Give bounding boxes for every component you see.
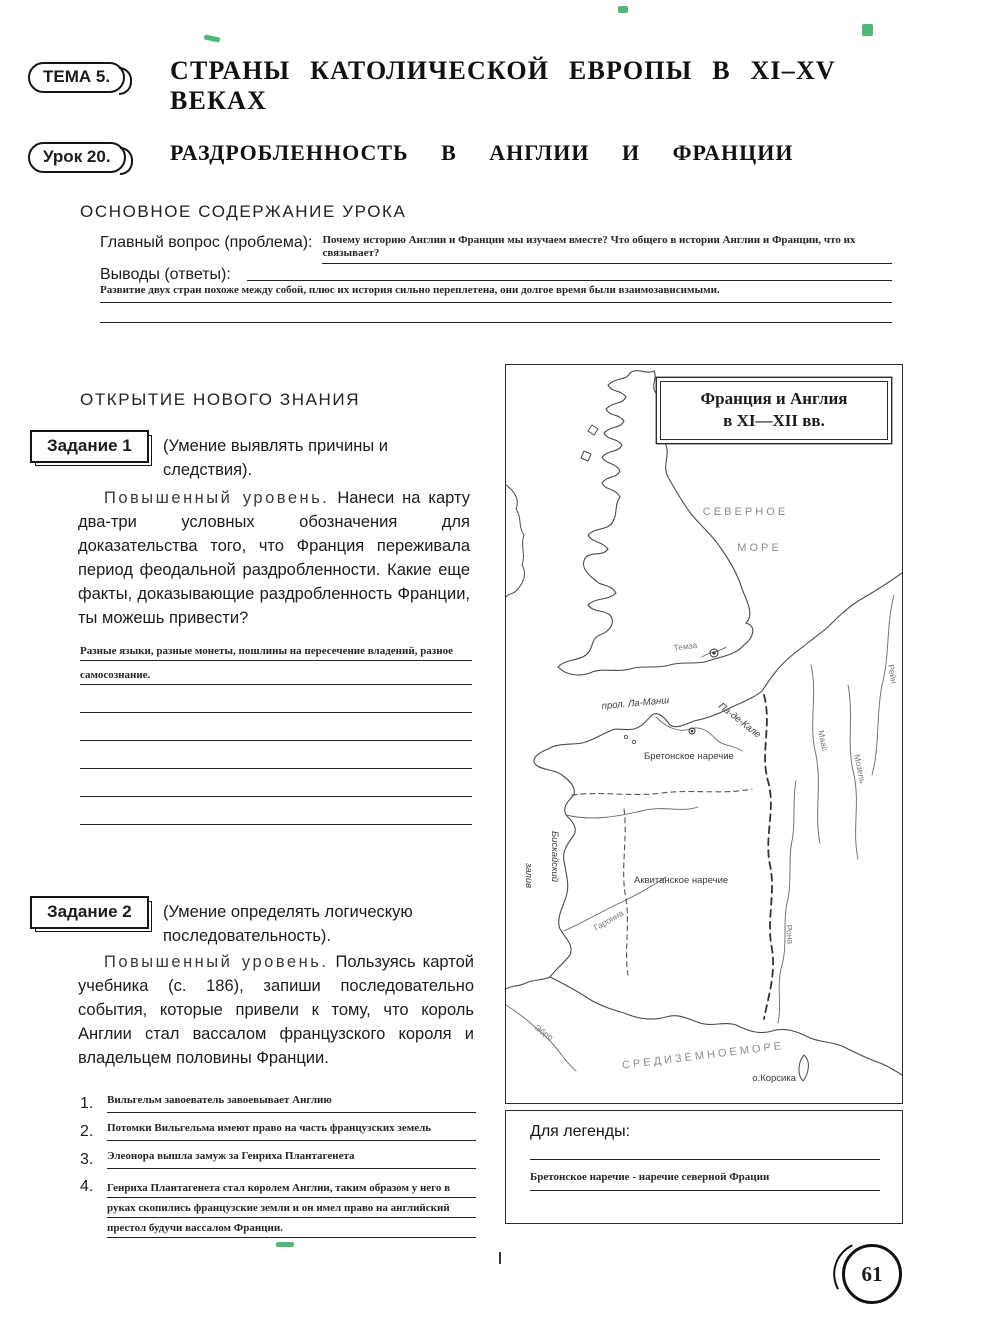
task1-answer-line2 — [80, 658, 472, 685]
mediterranean-coastline — [550, 977, 902, 1075]
ebro-river — [506, 1005, 576, 1071]
label-rhone-river: Рона — [784, 924, 796, 945]
label-la-manche: прол. Ла-Манш — [601, 695, 670, 712]
lesson-badge — [28, 142, 126, 173]
lesson-title: РАЗДРОБЛЕННОСТЬ В АНГЛИИ И ФРАНЦИИ — [170, 140, 794, 165]
item-number: 4. — [80, 1178, 94, 1195]
label-north-sea-2: М О Р Е — [737, 542, 779, 554]
theme-title: СТРАНЫ КАТОЛИЧЕСКОЙ ЕВРОПЫ В XI–XV ВЕКАХ — [170, 56, 836, 115]
blank-line — [530, 1159, 880, 1160]
task2-body: Пользуясь картой учебника (с. 186), запиши последовательно события, которые привели к тому, что король Англии стал вассалом французского короля и владельцем половины Франции. — [78, 953, 474, 1067]
question-label: Главный вопрос (проблема): — [100, 234, 313, 251]
page-number-text: 61 — [861, 1261, 883, 1286]
legend-title: Для легенды: — [530, 1123, 631, 1140]
map-title-line2: в XI—XII вв. — [723, 411, 825, 430]
item-number: 2. — [80, 1123, 94, 1140]
list-item — [80, 1094, 476, 1113]
list-item — [80, 1122, 476, 1141]
conclusion-label: Выводы (ответы): — [100, 266, 231, 283]
channel-island — [624, 735, 627, 738]
item-number: 1. — [80, 1095, 94, 1112]
map-drawing — [506, 365, 902, 1103]
theme-badge-label: ТЕМА 5. — [43, 67, 111, 86]
blank-line — [80, 796, 472, 825]
scan-artifact — [618, 6, 628, 13]
blank-line — [247, 266, 892, 281]
ireland-fragment — [506, 485, 524, 597]
task2-sequence-list — [80, 1094, 476, 1248]
blank-line — [80, 768, 472, 797]
paris-city-dot — [691, 730, 694, 733]
rhine-river — [872, 595, 894, 775]
blank-line — [100, 322, 892, 323]
task2-text — [78, 950, 474, 1070]
map-title-line1: Франция и Англия — [700, 389, 848, 408]
task1-badge-label: Задание 1 — [47, 436, 132, 455]
task1-level: Повышенный уровень. — [104, 489, 330, 507]
rhone-river — [778, 781, 796, 1023]
corsica-island — [799, 1055, 808, 1081]
conclusion-answer: Развитие двух стран похоже между собой, плюс их история сильно переплетена, они долгое время были взаимозависимыми. — [100, 284, 892, 303]
task1-body: Нанеси на карту два-три условных обозначения для доказательства того, что Франция переживала период феодальной раздробленности. Какие еще факты, доказывающие раздробленность Франции, ты можешь привести? — [78, 489, 470, 627]
label-north-sea-1: С Е В Е Р Н О Е — [702, 506, 786, 518]
lesson-badge-label: Урок 20. — [43, 147, 111, 166]
scan-artifact — [862, 24, 873, 36]
item-number: 3. — [80, 1151, 94, 1168]
seine-river — [656, 717, 742, 751]
label-biscay-2: залив — [523, 863, 534, 889]
scottish-isles — [581, 425, 598, 461]
list-item — [80, 1150, 476, 1169]
item-answer: Потомки Вильгельма имеют право на часть французских земель — [107, 1122, 476, 1141]
item-answer: Элеонора вышла замуж за Генриха Плантагенета — [107, 1150, 476, 1169]
meuse-river — [811, 665, 820, 843]
label-moselle-river: Мозель — [852, 753, 868, 785]
label-pas-de-calais: Па-де-Кале — [716, 700, 763, 741]
task2-badge — [30, 896, 149, 929]
section-title-discovery: ОТКРЫТИЕ НОВОГО ЗНАНИЯ — [80, 390, 361, 409]
page-number — [842, 1244, 902, 1304]
label-maas-river: Маас — [816, 729, 831, 752]
task2-badge-label: Задание 2 — [47, 902, 132, 921]
list-item — [80, 1178, 476, 1239]
task1-text — [78, 486, 470, 630]
label-corsica: о.Корсика — [752, 1073, 796, 1084]
main-question-row — [100, 234, 892, 264]
item-answer: Генриха Плантагенета стал королем Англии, таким образом у него в руках скопились французские земли и он имел право на английский престол будучи вассалом Франции. — [107, 1178, 476, 1239]
label-ebro-river: Эбро — [532, 1022, 556, 1043]
blank-line — [80, 712, 472, 741]
task2-level: Повышенный уровень. — [104, 953, 329, 971]
label-aquitaine-dialect: Аквитанское наречие — [634, 875, 729, 886]
question-answer: Почему историю Англии и Франции мы изучаем вместе? Что общего в истории Англии и Франции, что их связывает? — [322, 234, 892, 264]
loire-river — [566, 807, 698, 818]
label-biscay-1: Бискайский — [549, 831, 560, 883]
scan-mark — [499, 1252, 501, 1264]
fief-boundary-dashed — [572, 789, 752, 795]
historical-map — [505, 364, 903, 1104]
legend-note: Бретонское наречие - наречие северной Фрации — [530, 1171, 880, 1191]
kingdom-boundary-dashed — [764, 695, 773, 1019]
section-title-main: ОСНОВНОЕ СОДЕРЖАНИЕ УРОКА — [80, 202, 407, 221]
scan-artifact — [204, 34, 221, 42]
label-rhine-river: Рейн — [886, 663, 900, 685]
label-breton-dialect: Бретонское наречие — [644, 751, 734, 762]
continental-coastline — [506, 573, 902, 989]
label-thames-river: Темза — [672, 639, 698, 653]
legend-box — [505, 1110, 903, 1224]
map-title-box — [660, 381, 888, 440]
theme-badge — [28, 62, 125, 93]
aquitaine-boundary-dashed — [624, 809, 628, 975]
task1-answer-text1: Разные языки, разные монеты, пошлины на пересечение владений, разное — [80, 645, 453, 657]
task1-answer-line1 — [80, 634, 472, 661]
task1-badge — [30, 430, 149, 463]
task1-answer-text2: самосознание. — [80, 669, 151, 681]
task1-skill: (Умение выявлять причины и следствия). — [163, 437, 389, 479]
channel-island — [632, 740, 635, 743]
label-garonne-river: Гаронна — [592, 907, 626, 933]
label-mediterranean: С Р Е Д И З Е М Н О Е М О Р Е — [621, 1040, 782, 1072]
london-city-dot — [712, 651, 715, 654]
blank-line — [80, 684, 472, 713]
conclusion-row — [100, 266, 892, 284]
item-answer: Вильгельм завоеватель завоевывает Англию — [107, 1094, 476, 1113]
blank-line — [80, 740, 472, 769]
task2-skill: (Умение определять логическую последовательность). — [163, 903, 413, 945]
